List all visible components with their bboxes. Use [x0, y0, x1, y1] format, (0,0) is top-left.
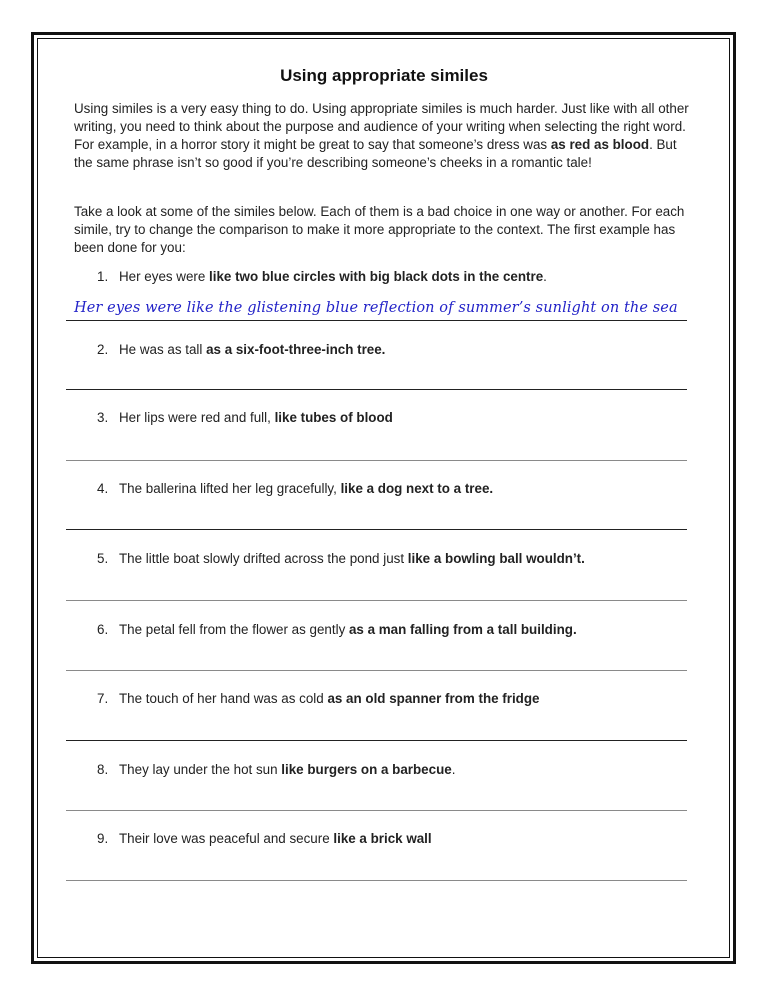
- item-bold: as an old spanner from the fridge: [327, 691, 540, 706]
- item-bold: like a bowling ball wouldn’t.: [407, 551, 585, 566]
- item-bold: like burgers on a barbecue: [281, 762, 452, 777]
- list-item: [97, 551, 585, 566]
- item-number: 2.: [97, 342, 109, 357]
- item-number: 4.: [97, 481, 109, 496]
- item-number: 1.: [97, 269, 109, 284]
- item-bold: like two blue circles with big black dots in the centre: [209, 269, 544, 284]
- item-bold: as a six-foot-three-inch tree.: [206, 342, 386, 357]
- item-number: 9.: [97, 831, 109, 846]
- answer-line[interactable]: [66, 740, 687, 741]
- item-bold: like tubes of blood: [274, 410, 393, 425]
- item-bold: as a man falling from a tall building.: [348, 622, 577, 637]
- item-bold: like a brick wall: [333, 831, 432, 846]
- example-answer: Her eyes were like the glistening blue reflection of summer’s sunlight on the sea: [74, 300, 678, 316]
- intro-paragraph-2: Take a look at some of the similes below. Each of them is a bad choice in one way or another. For each simile, try to change the comparison to make it more appropriate to the context. The first example has been done for you:: [74, 204, 685, 255]
- list-item: [97, 481, 493, 496]
- list-item: [97, 691, 540, 706]
- list-item: [97, 622, 577, 637]
- item-tail: .: [451, 762, 456, 777]
- answer-line[interactable]: [66, 460, 687, 461]
- intro-text-a: Using similes is a very easy thing to do. Using appropriate similes is much harder. Just like with all other writing, you need to think about the purpose and audience of your writing when selecting the right word. For example, in a horror story it might be great to say that someone’s dress was: [74, 101, 689, 152]
- item-number: 6.: [97, 622, 109, 637]
- item-text: The touch of her hand was as cold: [119, 691, 328, 706]
- item-bold: like a dog next to a tree.: [340, 481, 494, 496]
- item-text: Their love was peaceful and secure: [119, 831, 334, 846]
- list-item: [97, 342, 385, 357]
- item-number: 8.: [97, 762, 109, 777]
- answer-line[interactable]: [66, 670, 687, 671]
- item-text: The ballerina lifted her leg gracefully,: [119, 481, 341, 496]
- item-text: He was as tall: [119, 342, 207, 357]
- item-text: They lay under the hot sun: [119, 762, 282, 777]
- intro-text-b: . But the same phrase isn’t so good if you’re describing someone’s cheeks in a romantic tale!: [74, 137, 677, 170]
- answer-line[interactable]: [66, 600, 687, 601]
- item-tail: .: [543, 269, 547, 284]
- answer-line[interactable]: [66, 810, 687, 811]
- item-text: The petal fell from the flower as gently: [119, 622, 349, 637]
- item-text: The little boat slowly drifted across the pond just: [119, 551, 408, 566]
- answer-line[interactable]: [66, 880, 687, 881]
- list-item: [97, 831, 432, 846]
- item-number: 5.: [97, 551, 109, 566]
- answer-line[interactable]: [66, 529, 687, 530]
- page-title: Using appropriate similes: [280, 66, 488, 85]
- list-item: [97, 762, 455, 777]
- item-number: 3.: [97, 410, 109, 425]
- intro-bold-phrase: as red as blood: [550, 137, 650, 152]
- item-text: Her eyes were: [119, 269, 210, 284]
- intro-paragraph-1: [74, 100, 696, 172]
- item-number: 7.: [97, 691, 109, 706]
- item-text: Her lips were red and full,: [119, 410, 275, 425]
- list-item: [97, 410, 393, 425]
- page-border-inner: [37, 38, 730, 958]
- list-item: [97, 269, 547, 284]
- answer-line[interactable]: [66, 320, 687, 321]
- answer-line[interactable]: [66, 389, 687, 390]
